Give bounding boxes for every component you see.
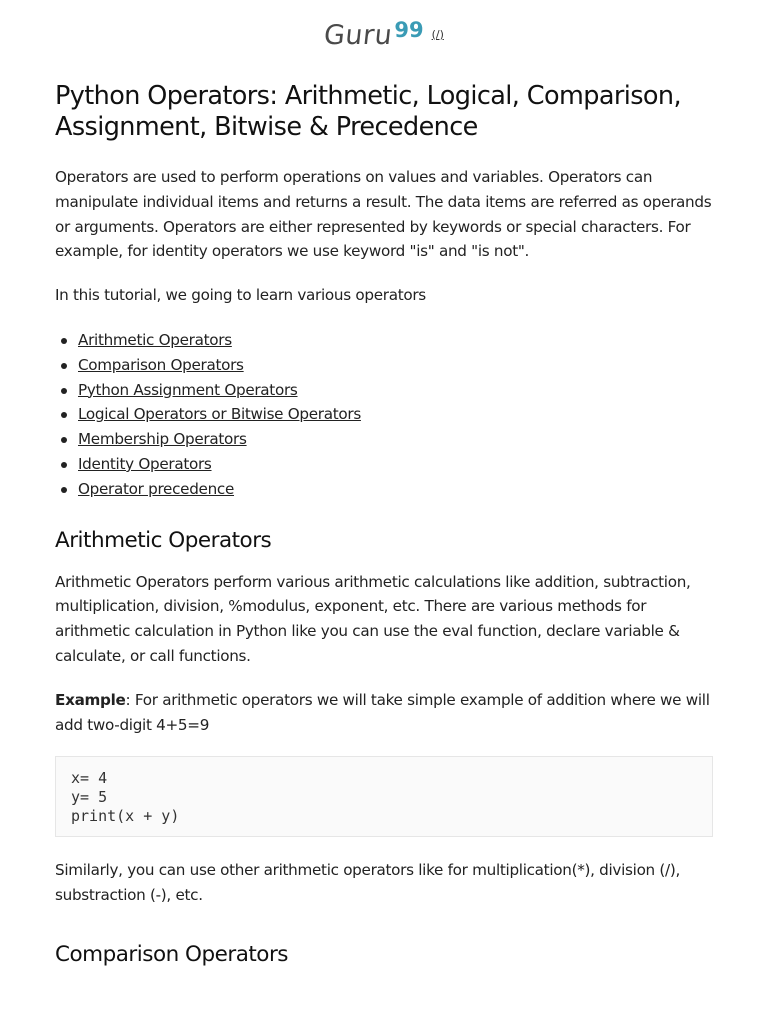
toc-link-membership[interactable]: Membership Operators — [78, 430, 247, 449]
code-line: x= 4 — [71, 769, 108, 788]
logo[interactable] — [322, 17, 444, 51]
list-item — [55, 402, 713, 427]
code-line: print(x + y) — [71, 807, 180, 826]
toc-link-arithmetic[interactable]: Arithmetic Operators — [78, 330, 232, 349]
arithmetic-paragraph: Arithmetic Operators perform various arithmetic calculations like addition, subtraction, multiplication, division, %modulus, exponent, etc. There are various methods for arithmetic calculation in Python like you can use the eval function, declare variable & calculate, or call functions. — [55, 572, 691, 665]
logo-number: 99 — [394, 17, 424, 42]
site-header — [55, 0, 713, 80]
list-item — [55, 427, 713, 452]
list-item — [55, 477, 713, 502]
example-paragraph — [55, 688, 713, 738]
list-item — [55, 353, 713, 378]
example-text: : For arithmetic operators we will take simple example of addition where we will add two-digit 4+5=9 — [55, 690, 710, 734]
logo-text: Guru — [322, 19, 394, 51]
arithmetic-heading: Arithmetic Operators — [55, 527, 272, 553]
code-line: y= 5 — [71, 788, 108, 807]
toc-link-logical[interactable]: Logical Operators or Bitwise Operators — [78, 405, 361, 424]
toc-link-precedence[interactable]: Operator precedence — [78, 479, 235, 498]
code-block — [55, 756, 713, 837]
similar-paragraph: Similarly, you can use other arithmetic operators like for multiplication(*), division (/), substraction (-), etc. — [55, 861, 681, 905]
comparison-heading: Comparison Operators — [55, 941, 288, 967]
intro-paragraph: Operators are used to perform operations on values and variables. Operators can manipulate individual items and returns a result. The data items are referred as operands or arguments. Operators are either represented by keywords or special characters. For example, for identity operators we use keyword "is" and "is not". — [55, 168, 712, 261]
list-item — [55, 378, 713, 403]
toc-link-identity[interactable]: Identity Operators — [78, 454, 212, 473]
toc-link-comparison[interactable]: Comparison Operators — [78, 355, 244, 374]
toc-list — [55, 328, 713, 502]
tutorial-line: In this tutorial, we going to learn various operators — [55, 286, 426, 305]
toc-link-assignment[interactable]: Python Assignment Operators — [78, 380, 298, 399]
home-link[interactable]: (/) — [431, 27, 444, 41]
example-label: Example — [55, 690, 126, 709]
page-title: Python Operators: Arithmetic, Logical, Comparison, Assignment, Bitwise & Precedence — [55, 81, 681, 142]
list-item — [55, 328, 713, 353]
list-item — [55, 452, 713, 477]
